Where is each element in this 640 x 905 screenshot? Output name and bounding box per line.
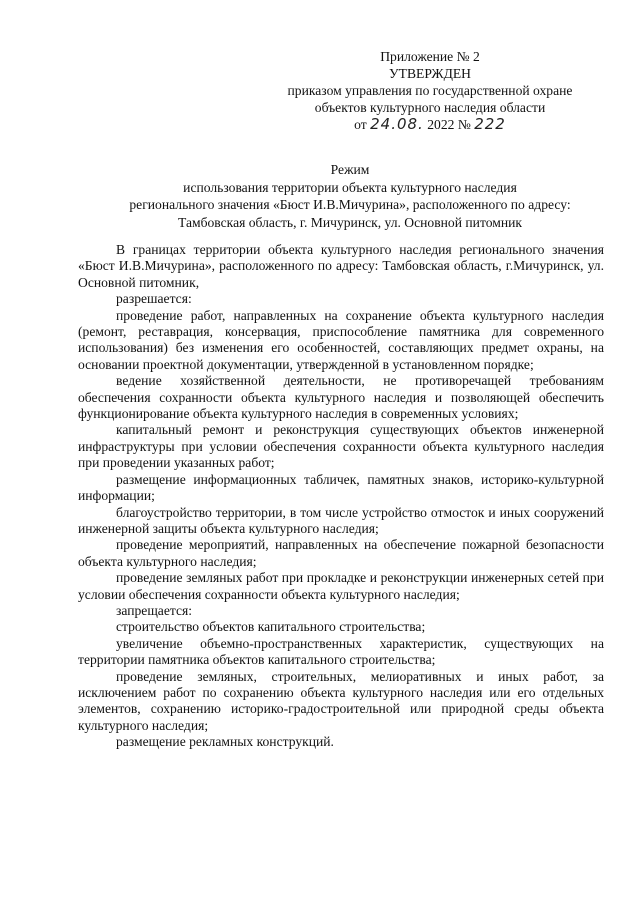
order-line-2: объектов культурного наследия области — [314, 100, 546, 115]
forbidden-item: строительство объектов капитального строительства; — [116, 619, 426, 635]
intro-paragraph: В границах территории объекта культурного наследия регионального значения «Бюст И.В.Мичурина», расположенного по адресу: Тамбовская область, г.Мичуринск, ул. Основной питомник, — [78, 242, 604, 290]
forbidden-item: проведение земляных, строительных, мелиоративных и иных работ, за исключением работ по сохранению объекта культурного наследия или его отдельных элементов, сохранению историко-градостроительной или природной среды объекта культурного наследия; — [78, 668, 604, 733]
approved-label: УТВЕРЖДЕН — [389, 66, 471, 81]
regime-body — [78, 242, 604, 751]
allowed-item: ведение хозяйственной деятельности, не противоречащей требованиям обеспечения сохранности объекта культурного наследия и позволяющей обеспечить функционирование объекта культурного наследия в современных условиях; — [78, 373, 604, 422]
order-date-line — [230, 116, 630, 133]
allowed-item: проведение работ, направленных на сохранение объекта культурного наследия (ремонт, реставрация, консервация, приспособление памятника для современного использования) без изменения его особенностей, составляющих предмет охраны, на основании проектной документации, утвержденной в установленном порядке; — [78, 307, 604, 372]
allowed-item: благоустройство территории, в том числе устройство отмосток и иных сооружений инженерной защиты объекта культурного наследия; — [78, 504, 604, 536]
allowed-label: разрешается: — [116, 291, 192, 307]
allowed-item: размещение информационных табличек, памятных знаков, историко-культурной информации; — [78, 471, 604, 504]
date-prefix: от — [354, 117, 367, 132]
appendix-number: Приложение № 2 — [380, 49, 480, 64]
title-line-1: использования территории объекта культурного наследия — [183, 179, 517, 195]
title-line-3: Тамбовская область, г. Мичуринск, ул. Основной питомник — [177, 214, 523, 230]
allowed-item: капитальный ремонт и реконструкция существующих объектов инженерной инфраструктуры при условии обеспечения сохранности объекта культурного наследия при проведении указанных работ; — [78, 422, 604, 471]
handwritten-date: 24.08. — [370, 115, 424, 133]
date-year: 2022 — [427, 117, 455, 132]
forbidden-item: размещение рекламных конструкций. — [116, 734, 334, 750]
handwritten-number: 222 — [474, 115, 506, 133]
forbidden-label: запрещается: — [116, 602, 193, 618]
title-heading: Режим — [330, 162, 370, 177]
forbidden-item: увеличение объемно-пространственных характеристик, существующих на территории памятника объектов капитального строительства; — [78, 635, 604, 668]
title-line-2: регионального значения «Бюст И.В.Мичурина», расположенного по адресу: — [129, 197, 571, 212]
number-sign: № — [457, 117, 471, 132]
document-title — [60, 161, 640, 231]
approval-header — [230, 48, 630, 133]
allowed-item: проведение мероприятий, направленных на обеспечение пожарной безопасности объекта культурного наследия; — [78, 537, 604, 569]
allowed-item: проведение земляных работ при прокладке и реконструкции инженерных сетей при условии обеспечения сохранности объекта культурного наследия; — [78, 570, 604, 602]
order-line-1: приказом управления по государственной охране — [287, 83, 573, 98]
